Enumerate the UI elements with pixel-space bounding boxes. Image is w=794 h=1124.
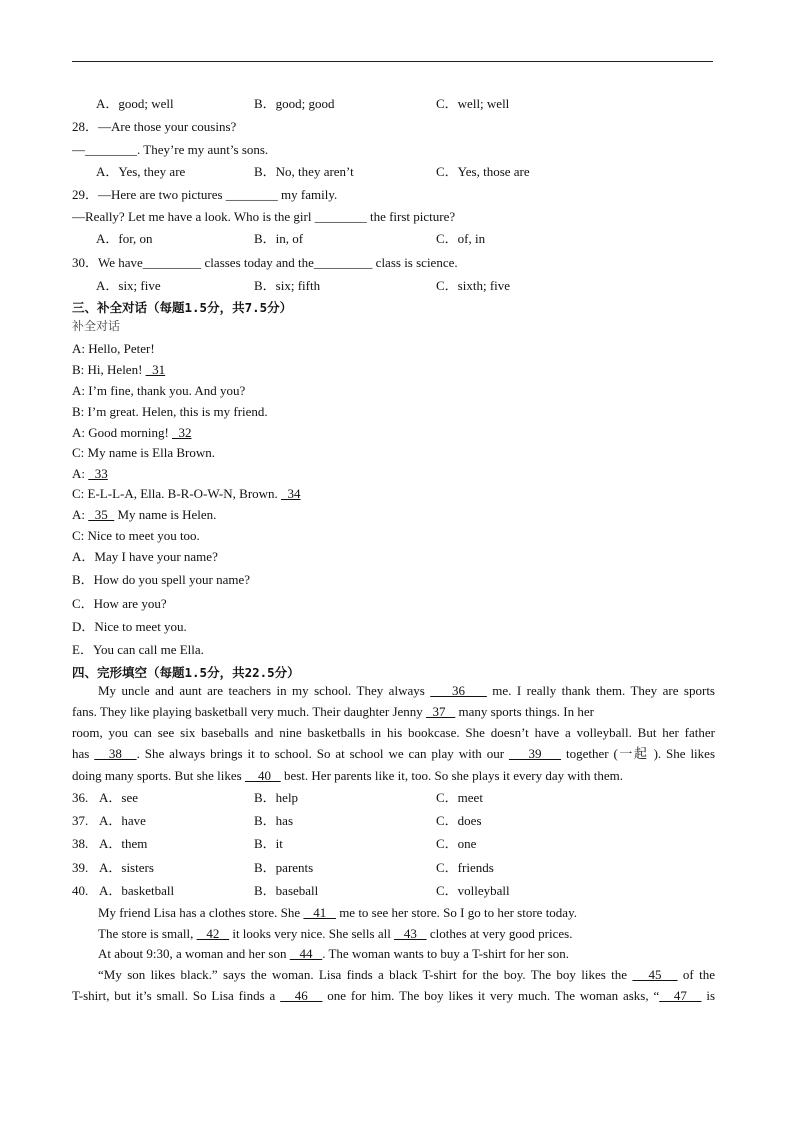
q28-option-a: A．Yes, they are	[96, 164, 186, 179]
section4-heading: 四、完形填空（每题1.5分，共22.5分）	[72, 665, 300, 680]
passage1-line-4: has 38 . She always brings it to school. So at school we can play with our 39 together (一起 ). She likes	[72, 746, 716, 761]
dialog-line-3: A: I’m fine, thank you. And you?	[72, 383, 246, 398]
dialog-line-5: A: Good morning! 32	[72, 425, 192, 440]
mc38-number: 38.	[72, 836, 89, 851]
mc36-option-a: A．see	[99, 790, 138, 805]
dialog-line-9: A: 35 My name is Helen.	[72, 507, 217, 522]
dialog-line-7: A: 33	[72, 466, 108, 481]
section3-subheading: 补全对话	[72, 319, 121, 333]
passage1-line-5: doing many sports. But she likes 40 best. Her parents like it, too. So she plays it every day with them.	[72, 768, 623, 783]
dialog-option-d: D．Nice to meet you.	[72, 619, 187, 634]
dialog-line-4: B: I’m great. Helen, this is my friend.	[72, 404, 268, 419]
q29-option-a: A．for, on	[96, 231, 153, 246]
mc36-option-b: B．help	[254, 790, 299, 805]
blank-41: 41	[303, 905, 336, 920]
mc40-option-a: A．basketball	[99, 883, 175, 898]
mc40-number: 40.	[72, 883, 89, 898]
q27-option-c: C．well; well	[436, 96, 510, 111]
passage2-line-1: My friend Lisa has a clothes store. She 41 me to see her store. So I go to her store today.	[98, 905, 577, 920]
q29-line2: —Really? Let me have a look. Who is the girl ________ the first picture?	[72, 209, 456, 224]
dialog-line-8: C: E-L-L-A, Ella. B-R-O-W-N, Brown. 34	[72, 486, 301, 501]
dialog-option-c: C．How are you?	[72, 596, 167, 611]
blank-40: 40	[244, 768, 281, 783]
dialog-line-10: C: Nice to meet you too.	[72, 528, 200, 543]
q27-option-b: B．good; good	[254, 96, 335, 111]
mc37-number: 37.	[72, 813, 89, 828]
header-rule	[72, 61, 713, 62]
mc39-option-a: A．sisters	[99, 860, 154, 875]
q30-stem: 30．We have_________ classes today and the_________ class is science.	[72, 255, 458, 270]
blank-38: 38	[94, 746, 137, 761]
mc36-number: 36.	[72, 790, 89, 805]
blank-46: 46	[280, 988, 323, 1003]
blank-47: 47	[659, 988, 702, 1003]
mc37-option-a: A．have	[99, 813, 146, 828]
mc38-option-b: B．it	[254, 836, 283, 851]
q28-option-b: B．No, they aren’t	[254, 164, 354, 179]
mc39-option-b: B．parents	[254, 860, 314, 875]
dialog-line-1: A: Hello, Peter!	[72, 341, 155, 356]
q28-stem: 28．—Are those your cousins?	[72, 119, 237, 134]
q28-line2: —________. They’re my aunt’s sons.	[72, 142, 269, 157]
passage2-line-5: T-shirt, but it’s small. So Lisa finds a 46 one for him. The boy likes it very much. The woman asks, “ 47 is	[72, 988, 716, 1003]
dialog-line-2: B: Hi, Helen! 31	[72, 362, 166, 377]
q29-option-b: B．in, of	[254, 231, 304, 246]
dialog-line-6: C: My name is Ella Brown.	[72, 445, 215, 460]
passage1-line-1: My uncle and aunt are teachers in my school. They always 36 me. I really thank them. They are sports	[98, 683, 715, 698]
passage1-line-3: room, you can see six baseballs and nine basketballs in his bookcase. She doesn’t have a volleyball. But her father	[72, 725, 715, 740]
mc39-option-c: C．friends	[436, 860, 494, 875]
mc39-number: 39.	[72, 860, 89, 875]
q30-option-c: C．sixth; five	[436, 278, 511, 293]
q28-option-c: C．Yes, those are	[436, 164, 530, 179]
passage2-line-3: At about 9:30, a woman and her son 44 . The woman wants to buy a T-shirt for her son.	[98, 946, 569, 961]
q29-option-c: C．of, in	[436, 231, 486, 246]
dialog-option-b: B．How do you spell your name?	[72, 572, 251, 587]
mc38-option-c: C．one	[436, 836, 477, 851]
mc37-option-b: B．has	[254, 813, 294, 828]
blank-36: 36	[430, 683, 487, 698]
q30-option-a: A．six; five	[96, 278, 161, 293]
mc36-option-c: C．meet	[436, 790, 483, 805]
passage1-line-2: fans. They like playing basketball very much. Their daughter Jenny 37 many sports things. In her	[72, 704, 594, 719]
blank-34: 34	[281, 486, 301, 501]
blank-33: 33	[88, 466, 108, 481]
blank-35: 35	[88, 507, 115, 522]
q30-option-b: B．six; fifth	[254, 278, 321, 293]
blank-31: 31	[145, 362, 166, 377]
blank-32: 32	[172, 425, 192, 440]
q27-option-a: A．good; well	[96, 96, 174, 111]
blank-42: 42	[196, 926, 230, 941]
mc40-option-c: C．volleyball	[436, 883, 510, 898]
passage2-line-4: “My son likes black.” says the woman. Lisa finds a black T-shirt for the boy. The boy likes the 45 of the	[98, 967, 715, 982]
blank-43: 43	[394, 926, 427, 941]
blank-44: 44	[289, 946, 323, 961]
q29-stem: 29．—Here are two pictures ________ my family.	[72, 187, 338, 202]
dialog-option-a: A．May I have your name?	[72, 549, 218, 564]
mc38-option-a: A．them	[99, 836, 148, 851]
mc40-option-b: B．baseball	[254, 883, 319, 898]
blank-39: 39	[508, 746, 562, 761]
blank-37: 37	[426, 704, 456, 719]
passage2-line-2: The store is small, 42 it looks very nice. She sells all 43 clothes at very good prices.	[98, 926, 573, 941]
dialog-option-e: E．You can call me Ella.	[72, 642, 204, 657]
mc37-option-c: C．does	[436, 813, 482, 828]
section3-heading: 三、补全对话（每题1.5分，共7.5分）	[72, 300, 293, 315]
blank-45: 45	[632, 967, 678, 982]
